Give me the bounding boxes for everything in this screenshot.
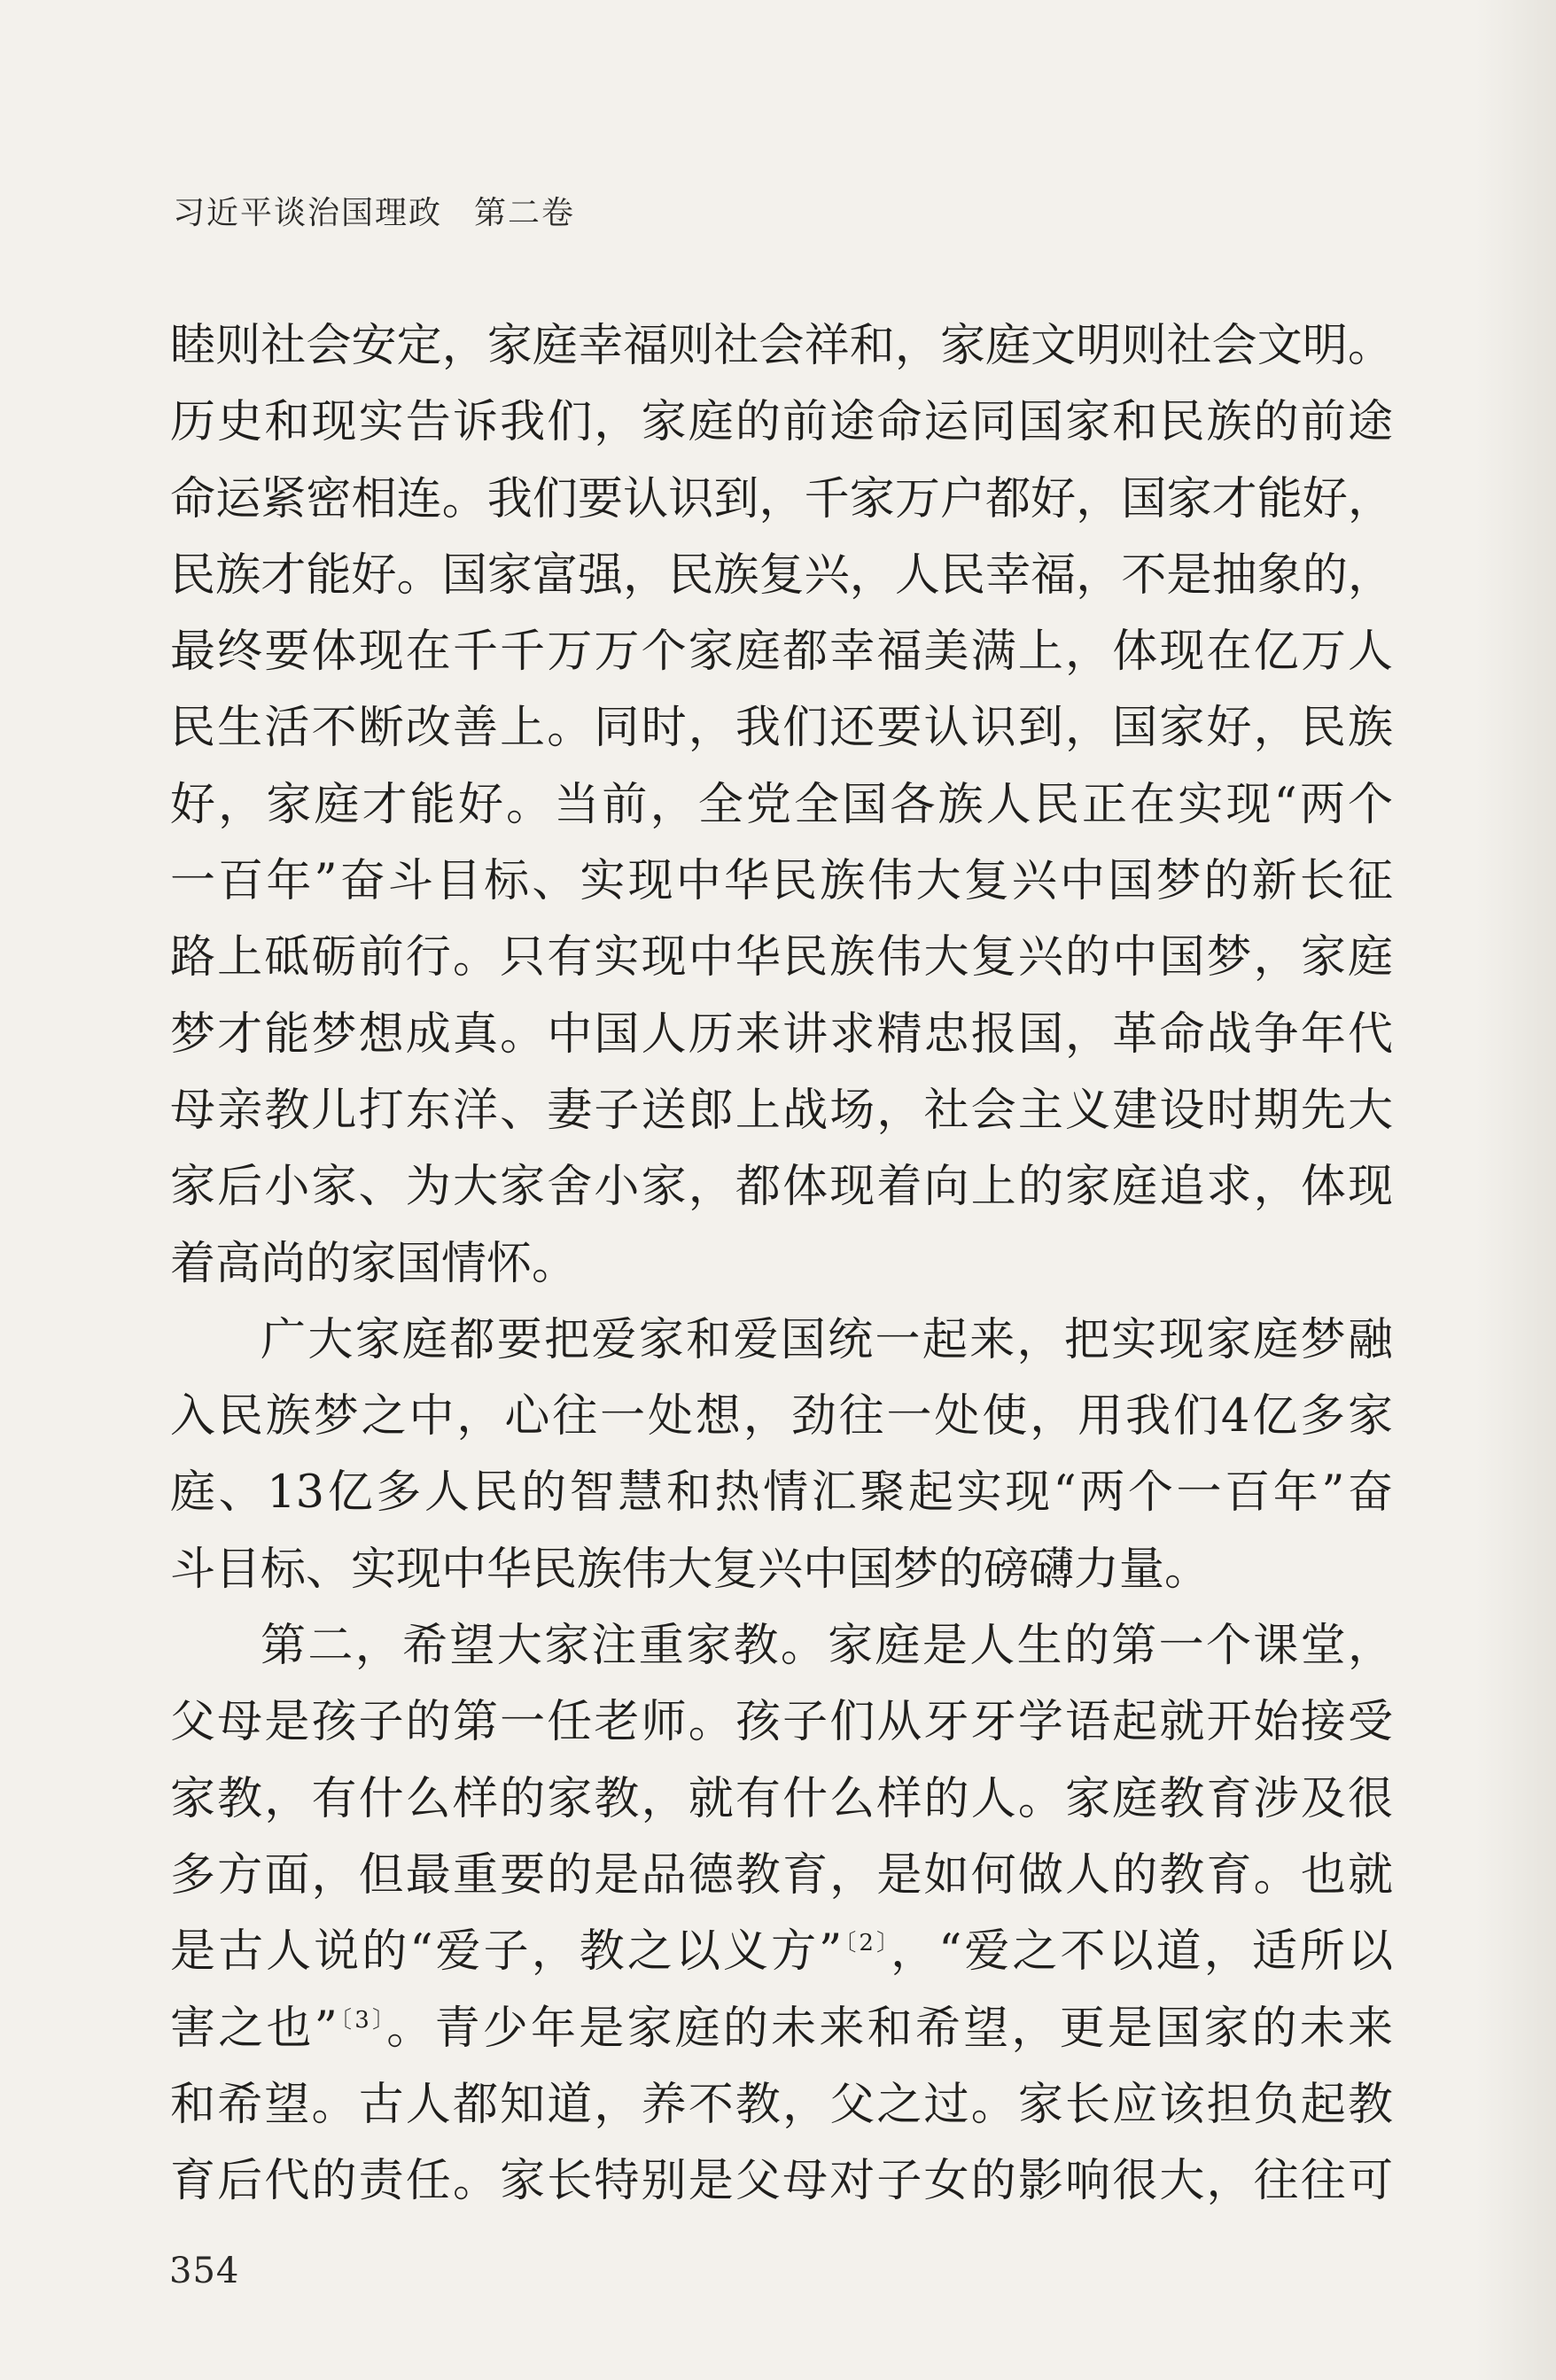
text-line: 家教，有什么样的家教，就有什么样的人。家庭教育涉及很 xyxy=(170,1772,1393,1825)
text-line: 多方面，但最重要的是品德教育，是如何做人的教育。也就 xyxy=(170,1848,1393,1902)
text-line: 家后小家、为大家舍小家，都体现着向上的家庭追求，体现 xyxy=(170,1161,1393,1214)
text-line: 一百年”奋斗目标、实现中华民族伟大复兴中国梦的新长征 xyxy=(170,855,1393,908)
text-line: 着高尚的家国情怀。 xyxy=(170,1237,578,1290)
text-line-with-note xyxy=(170,1991,1393,2067)
paragraph-first-line: 第二，希望大家注重家教。家庭是人生的第一个课堂， xyxy=(261,1620,1393,1673)
text-segment: 是古人说的“爱子，教之以义方” xyxy=(170,1925,843,1979)
text-segment: ，“爱之不以道，适所以 xyxy=(891,1925,1393,1979)
page-edge-shadow xyxy=(1476,0,1556,2380)
text-line: 和希望。古人都知道，养不教，父之过。家长应该担负起教 xyxy=(170,2078,1393,2131)
text-line: 民族才能好。国家富强，民族复兴，人民幸福，不是抽象的， xyxy=(170,548,1393,602)
footnote-ref-3[interactable]: 〔3〕 xyxy=(337,2006,387,2034)
text-line: 睦则社会安定，家庭幸福则社会祥和，家庭文明则社会文明。 xyxy=(170,320,1393,372)
paragraph-first-line: 广大家庭都要把爱家和爱国统一起来，把实现家庭梦融 xyxy=(261,1313,1393,1366)
text-line: 梦才能梦想成真。中国人历来讲求精忠报国，革命战争年代 xyxy=(170,1007,1393,1061)
text-line: 父母是孩子的第一任老师。孩子们从牙牙学语起就开始接受 xyxy=(170,1696,1393,1749)
text-line: 庭、13亿多人民的智慧和热情汇聚起实现“两个一百年”奋 xyxy=(170,1466,1393,1520)
text-line: 民生活不断改善上。同时，我们还要认识到，国家好，民族 xyxy=(170,702,1393,755)
page-number: 354 xyxy=(169,2251,240,2291)
text-segment: 害之也” xyxy=(170,2002,338,2055)
body-text xyxy=(170,308,1393,2220)
text-line-with-note xyxy=(170,1914,1393,1990)
text-line: 命运紧密相连。我们要认识到，千家万户都好，国家才能好， xyxy=(170,472,1393,525)
text-line: 入民族梦之中，心往一处想，劲往一处使，用我们4亿多家 xyxy=(170,1390,1393,1443)
running-header xyxy=(173,188,575,233)
footnote-ref-2[interactable]: 〔2〕 xyxy=(842,1930,891,1957)
text-line: 好，家庭才能好。当前，全党全国各族人民正在实现“两个 xyxy=(170,778,1393,831)
text-line: 路上砥砺前行。只有实现中华民族伟大复兴的中国梦，家庭 xyxy=(170,931,1393,984)
text-line: 最终要体现在千千万万个家庭都幸福美满上，体现在亿万人 xyxy=(170,626,1393,679)
text-line: 斗目标、实现中华民族伟大复兴中国梦的磅礴力量。 xyxy=(170,1543,1210,1596)
book-title: 习近平谈治国理政 xyxy=(173,195,443,231)
text-segment: 。青少年是家庭的未来和希望，更是国家的未来 xyxy=(386,2002,1393,2055)
text-line: 母亲教儿打东洋、妻子送郎上战场，社会主义建设时期先大 xyxy=(170,1084,1393,1137)
volume-label: 第二卷 xyxy=(474,195,576,231)
text-line: 历史和现实告诉我们，家庭的前途命运同国家和民族的前途 xyxy=(170,396,1393,449)
text-line: 育后代的责任。家长特别是父母对子女的影响很大，往往可 xyxy=(170,2155,1393,2208)
